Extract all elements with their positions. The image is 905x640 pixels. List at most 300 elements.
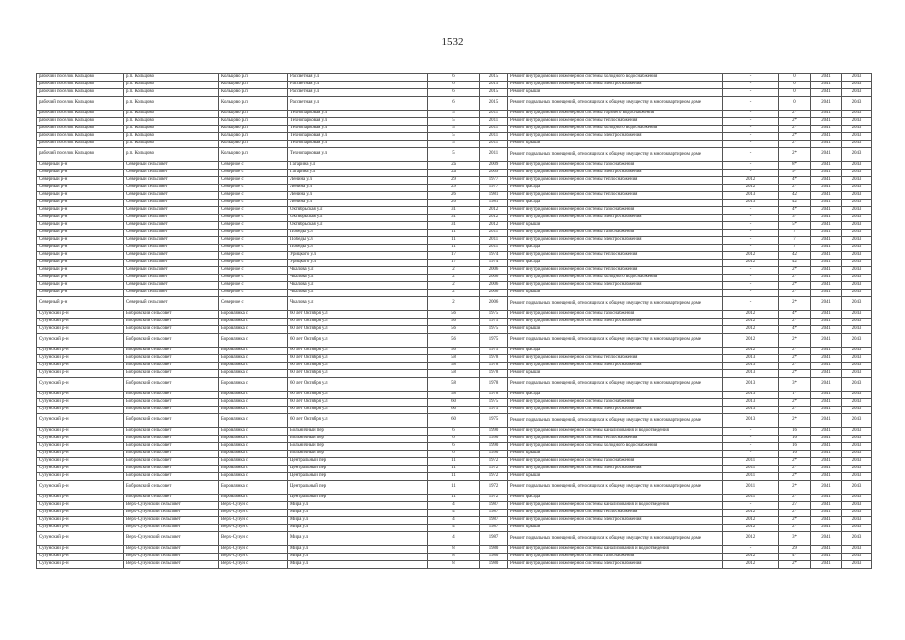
municipality-cell: Сузунский р-н — [37, 553, 124, 561]
table-row — [37, 237, 872, 245]
plan-end-cell: 2043 — [842, 74, 872, 82]
street-cell: Больничный пер — [288, 450, 428, 458]
municipality-cell: Сузунский р-н — [37, 326, 124, 334]
locality-cell: Боровлянка с — [219, 435, 288, 443]
plan-start-cell: 2041 — [811, 244, 842, 252]
plan-end-cell: 2043 — [842, 443, 872, 451]
last-repair-year-cell: 2012 — [723, 333, 779, 347]
municipality-cell: рабочий поселок Кольцово — [37, 125, 124, 133]
plan-end-cell: 2043 — [842, 458, 872, 466]
last-repair-year-cell: 2012 — [723, 177, 779, 185]
work-type-cell: Ремонт фасада — [508, 391, 723, 399]
plan-start-cell: 2041 — [811, 494, 842, 502]
municipality-cell: Сузунский р-н — [37, 333, 124, 347]
house-number-cell: 26 — [428, 199, 480, 207]
locality-cell: Кольцово р.п — [219, 89, 288, 97]
municipality-cell: Сузунский р-н — [37, 517, 124, 525]
plan-end-cell: 2043 — [842, 326, 872, 334]
street-cell: Октябрьская у.л — [288, 214, 428, 222]
work-type-cell: Ремонт внутридомовой инженерной системы электроснабжения — [508, 169, 723, 177]
wear-cell: 2* — [779, 148, 811, 162]
street-cell: Технопарковая у.л — [288, 148, 428, 162]
plan-end-cell: 2043 — [842, 169, 872, 177]
plan-start-cell: 2041 — [811, 96, 842, 110]
work-type-cell: Ремонт фасада — [508, 347, 723, 355]
build-year-cell: 1987 — [480, 532, 508, 546]
last-repair-year-cell: 2012 — [723, 259, 779, 267]
house-number-cell: 5 — [428, 148, 480, 162]
plan-start-cell: 2041 — [811, 222, 842, 230]
table-row — [37, 110, 872, 118]
work-type-cell: Ремонт подвальных помещений, относящихся к общему имуществу в многоквартирном доме — [508, 96, 723, 110]
street-cell: Центральный пер — [288, 480, 428, 494]
last-repair-year-cell: - — [723, 267, 779, 275]
house-number-cell: 56 — [428, 318, 480, 326]
settlement-cell: Бобровский сельсовет — [124, 311, 219, 319]
wear-cell: 3* — [779, 532, 811, 546]
settlement-cell: Северный сельсовет — [124, 169, 219, 177]
table-row — [37, 244, 872, 252]
settlement-cell: Бобровский сельсовет — [124, 473, 219, 481]
street-cell: Больничный пер — [288, 435, 428, 443]
house-number-cell: 6 — [428, 74, 480, 82]
last-repair-year-cell: 2013 — [723, 399, 779, 407]
settlement-cell: Бобровский сельсовет — [124, 450, 219, 458]
last-repair-year-cell: - — [723, 110, 779, 118]
wear-cell: 2* — [779, 110, 811, 118]
last-repair-year-cell: 2012 — [723, 252, 779, 260]
last-repair-year-cell: - — [723, 81, 779, 89]
settlement-cell: Бобровский сельсовет — [124, 414, 219, 428]
settlement-cell: Бобровский сельсовет — [124, 391, 219, 399]
work-type-cell: Ремонт внутридомовой инженерной системы теплоснабжения — [508, 435, 723, 443]
settlement-cell: р.п. Кольцово — [124, 89, 219, 97]
house-number-cell: 2 — [428, 297, 480, 311]
work-type-cell: Ремонт внутридомовой инженерной системы электроснабжения — [508, 561, 723, 569]
plan-end-cell: 2043 — [842, 333, 872, 347]
wear-cell: 2* — [779, 118, 811, 126]
wear-cell: 2* — [779, 494, 811, 502]
street-cell: 60 лет Октября у.л — [288, 414, 428, 428]
plan-end-cell: 2043 — [842, 110, 872, 118]
locality-cell: Боровлянка с — [219, 443, 288, 451]
plan-start-cell: 2041 — [811, 458, 842, 466]
build-year-cell: 2011 — [480, 237, 508, 245]
build-year-cell: 1975 — [480, 326, 508, 334]
wear-cell: 2* — [779, 370, 811, 378]
house-number-cell: 2 — [428, 282, 480, 290]
house-number-cell: 2 — [428, 267, 480, 275]
last-repair-year-cell: 2012 — [723, 509, 779, 517]
work-type-cell: Ремонт подвальных помещений, относящихся к общему имуществу в многоквартирном доме — [508, 333, 723, 347]
house-number-cell: 29 — [428, 184, 480, 192]
wear-cell: 16 — [779, 435, 811, 443]
municipality-cell: Северный р-н — [37, 252, 124, 260]
house-number-cell: 29 — [428, 177, 480, 185]
work-type-cell: Ремонт крыши — [508, 222, 723, 230]
plan-start-cell: 2041 — [811, 428, 842, 436]
municipality-cell: Сузунский р-н — [37, 377, 124, 391]
house-number-cell: 56 — [428, 347, 480, 355]
plan-end-cell: 2043 — [842, 222, 872, 230]
locality-cell: Кольцово р.п — [219, 110, 288, 118]
house-number-cell: 5 — [428, 118, 480, 126]
locality-cell: Северное с — [219, 192, 288, 200]
table-row — [37, 347, 872, 355]
plan-start-cell: 2041 — [811, 237, 842, 245]
plan-start-cell: 2041 — [811, 502, 842, 510]
plan-start-cell: 2041 — [811, 192, 842, 200]
last-repair-year-cell: - — [723, 74, 779, 82]
build-year-cell: 1980 — [480, 546, 508, 554]
settlement-cell: Бобровский сельсовет — [124, 318, 219, 326]
last-repair-year-cell: 2013 — [723, 192, 779, 200]
wear-cell: 42 — [779, 192, 811, 200]
build-year-cell: 2006 — [480, 289, 508, 297]
locality-cell: Северное с — [219, 169, 288, 177]
work-type-cell: Ремонт внутридомовой инженерной системы газоснабжения — [508, 311, 723, 319]
wear-cell: 2* — [779, 480, 811, 494]
work-type-cell: Ремонт подвальных помещений, относящихся к общему имуществу в многоквартирном доме — [508, 148, 723, 162]
plan-start-cell: 2041 — [811, 546, 842, 554]
plan-start-cell: 2041 — [811, 229, 842, 237]
build-year-cell: 1981 — [480, 199, 508, 207]
plan-start-cell: 2041 — [811, 289, 842, 297]
locality-cell: Верх-Сузун с — [219, 502, 288, 510]
house-number-cell: 4 — [428, 509, 480, 517]
table-row — [37, 89, 872, 97]
municipality-cell: Северный р-н — [37, 289, 124, 297]
last-repair-year-cell: 2013 — [723, 362, 779, 370]
last-repair-year-cell: 2011 — [723, 458, 779, 466]
house-number-cell: 58 — [428, 391, 480, 399]
settlement-cell: Верх-Сузунский сельсовет — [124, 532, 219, 546]
wear-cell: 2* — [779, 465, 811, 473]
work-type-cell: Ремонт крыши — [508, 473, 723, 481]
settlement-cell: Бобровский сельсовет — [124, 399, 219, 407]
work-type-cell: Ремонт внутридомовой инженерной системы электроснабжения — [508, 517, 723, 525]
municipality-cell: Северный р-н — [37, 199, 124, 207]
work-type-cell: Ремонт внутридомовой инженерной системы газоснабжения — [508, 458, 723, 466]
locality-cell: Верх-Сузун с — [219, 517, 288, 525]
municipality-cell: рабочий поселок Кольцово — [37, 89, 124, 97]
wear-cell: 2* — [779, 289, 811, 297]
last-repair-year-cell: - — [723, 222, 779, 230]
work-type-cell: Ремонт внутридомовой инженерной системы электроснабжения — [508, 465, 723, 473]
wear-cell: 2* — [779, 184, 811, 192]
settlement-cell: Бобровский сельсовет — [124, 326, 219, 334]
locality-cell: Северное с — [219, 267, 288, 275]
build-year-cell: 2011 — [480, 140, 508, 148]
work-type-cell: Ремонт крыши — [508, 326, 723, 334]
plan-start-cell: 2041 — [811, 110, 842, 118]
street-cell: Урицкого у.л — [288, 259, 428, 267]
plan-end-cell: 2043 — [842, 502, 872, 510]
wear-cell: 2* — [779, 318, 811, 326]
municipality-cell: Сузунский р-н — [37, 428, 124, 436]
house-number-cell: 4 — [428, 532, 480, 546]
street-cell: Победы у.л — [288, 244, 428, 252]
wear-cell: 4* — [779, 311, 811, 319]
build-year-cell: 2009 — [480, 169, 508, 177]
work-type-cell: Ремонт фасада — [508, 199, 723, 207]
work-type-cell: Ремонт внутридомовой инженерной системы теплоснабжения — [508, 118, 723, 126]
street-cell: Центральный пер — [288, 473, 428, 481]
municipality-cell: рабочий поселок Кольцово — [37, 96, 124, 110]
table-row — [37, 532, 872, 546]
house-number-cell: 6 — [428, 96, 480, 110]
last-repair-year-cell: - — [723, 133, 779, 141]
build-year-cell: 1975 — [480, 399, 508, 407]
wear-cell: 2* — [779, 524, 811, 532]
work-type-cell: Ремонт внутридомовой инженерной системы газоснабжения — [508, 162, 723, 170]
build-year-cell: 1978 — [480, 391, 508, 399]
settlement-cell: Северный сельсовет — [124, 252, 219, 260]
house-number-cell: 8 — [428, 546, 480, 554]
work-type-cell: Ремонт внутридомовой инженерной системы холодного водоснабжения — [508, 443, 723, 451]
wear-cell: 8* — [779, 162, 811, 170]
street-cell: 60 лет Октября у.л — [288, 326, 428, 334]
locality-cell: Кольцово р.п — [219, 133, 288, 141]
locality-cell: Северное с — [219, 289, 288, 297]
table-row — [37, 553, 872, 561]
last-repair-year-cell: 2012 — [723, 318, 779, 326]
municipality-cell: Сузунский р-н — [37, 370, 124, 378]
plan-end-cell: 2043 — [842, 267, 872, 275]
plan-end-cell: 2043 — [842, 229, 872, 237]
locality-cell: Боровлянка с — [219, 391, 288, 399]
build-year-cell: 2011 — [480, 133, 508, 141]
table-row — [37, 391, 872, 399]
wear-cell: 2* — [779, 561, 811, 569]
plan-end-cell: 2043 — [842, 561, 872, 569]
municipality-cell: Северный р-н — [37, 297, 124, 311]
street-cell: Рассветная у.л — [288, 96, 428, 110]
street-cell: Гагарина у.л — [288, 162, 428, 170]
table-row — [37, 214, 872, 222]
work-type-cell: Ремонт подвальных помещений, относящихся к общему имуществу в многоквартирном доме — [508, 480, 723, 494]
wear-cell: 42 — [779, 259, 811, 267]
plan-start-cell: 2041 — [811, 81, 842, 89]
wear-cell: 42 — [779, 199, 811, 207]
table-row — [37, 74, 872, 82]
locality-cell: Кольцово р.п — [219, 125, 288, 133]
settlement-cell: Бобровский сельсовет — [124, 362, 219, 370]
house-number-cell: 6 — [428, 89, 480, 97]
house-number-cell: 56 — [428, 326, 480, 334]
plan-start-cell: 2041 — [811, 274, 842, 282]
work-type-cell: Ремонт внутридомовой инженерной системы электроснабжения — [508, 81, 723, 89]
street-cell: Рассветная у.л — [288, 74, 428, 82]
settlement-cell: Северный сельсовет — [124, 199, 219, 207]
plan-start-cell: 2041 — [811, 140, 842, 148]
table-row — [37, 450, 872, 458]
plan-start-cell: 2041 — [811, 318, 842, 326]
plan-start-cell: 2041 — [811, 465, 842, 473]
plan-end-cell: 2043 — [842, 140, 872, 148]
wear-cell: 7 — [779, 244, 811, 252]
municipality-cell: Сузунский р-н — [37, 399, 124, 407]
locality-cell: Верх-Сузун с — [219, 561, 288, 569]
wear-cell: 4* — [779, 553, 811, 561]
plan-end-cell: 2043 — [842, 133, 872, 141]
last-repair-year-cell: - — [723, 162, 779, 170]
street-cell: 60 лет Октября у.л — [288, 311, 428, 319]
wear-cell: 3* — [779, 377, 811, 391]
page-number: 1532 — [441, 36, 464, 48]
build-year-cell: 1978 — [480, 355, 508, 363]
municipality-cell: Сузунский р-н — [37, 450, 124, 458]
plan-start-cell: 2041 — [811, 311, 842, 319]
plan-start-cell: 2041 — [811, 89, 842, 97]
locality-cell: Боровлянка с — [219, 399, 288, 407]
table-row — [37, 311, 872, 319]
house-number-cell: 6 — [428, 450, 480, 458]
plan-start-cell: 2041 — [811, 391, 842, 399]
municipality-cell: Северный р-н — [37, 177, 124, 185]
table-row — [37, 289, 872, 297]
last-repair-year-cell: 2012 — [723, 532, 779, 546]
street-cell: 60 лет Октября у.л — [288, 318, 428, 326]
plan-end-cell: 2043 — [842, 370, 872, 378]
plan-start-cell: 2041 — [811, 362, 842, 370]
house-number-cell: 4 — [428, 524, 480, 532]
settlement-cell: Бобровский сельсовет — [124, 458, 219, 466]
last-repair-year-cell: - — [723, 118, 779, 126]
table-row — [37, 184, 872, 192]
build-year-cell: 2015 — [480, 89, 508, 97]
work-type-cell: Ремонт подвальных помещений, относящихся к общему имуществу в многоквартирном доме — [508, 532, 723, 546]
settlement-cell: Верх-Сузунский сельсовет — [124, 561, 219, 569]
table-row — [37, 362, 872, 370]
plan-end-cell: 2043 — [842, 428, 872, 436]
settlement-cell: Северный сельсовет — [124, 267, 219, 275]
house-number-cell: 5 — [428, 133, 480, 141]
table-row — [37, 148, 872, 162]
work-type-cell: Ремонт внутридомовой инженерной системы канализования и водоотведения — [508, 428, 723, 436]
plan-end-cell: 2043 — [842, 162, 872, 170]
municipality-cell: Северный р-н — [37, 274, 124, 282]
house-number-cell: 31 — [428, 214, 480, 222]
plan-start-cell: 2041 — [811, 169, 842, 177]
plan-end-cell: 2043 — [842, 118, 872, 126]
work-type-cell: Ремонт внутридомовой инженерной системы газоснабжения — [508, 553, 723, 561]
wear-cell: 5* — [779, 222, 811, 230]
plan-start-cell: 2041 — [811, 259, 842, 267]
plan-end-cell: 2043 — [842, 192, 872, 200]
work-type-cell: Ремонт внутридомовой инженерной системы электроснабжения — [508, 237, 723, 245]
work-type-cell: Ремонт фасада — [508, 259, 723, 267]
last-repair-year-cell: - — [723, 214, 779, 222]
table-row — [37, 355, 872, 363]
house-number-cell: 11 — [428, 465, 480, 473]
table-row — [37, 333, 872, 347]
wear-cell: 4* — [779, 207, 811, 215]
municipality-cell: Сузунский р-н — [37, 473, 124, 481]
table-row — [37, 274, 872, 282]
locality-cell: Боровлянка с — [219, 465, 288, 473]
last-repair-year-cell: 2012 — [723, 184, 779, 192]
wear-cell: 2* — [779, 509, 811, 517]
locality-cell: Боровлянка с — [219, 355, 288, 363]
municipality-cell: Сузунский р-н — [37, 502, 124, 510]
last-repair-year-cell: 2013 — [723, 370, 779, 378]
plan-start-cell: 2041 — [811, 443, 842, 451]
plan-start-cell: 2041 — [811, 252, 842, 260]
house-number-cell: 5 — [428, 140, 480, 148]
house-number-cell: 58 — [428, 377, 480, 391]
plan-end-cell: 2043 — [842, 355, 872, 363]
house-number-cell: 11 — [428, 229, 480, 237]
last-repair-year-cell: - — [723, 125, 779, 133]
plan-end-cell: 2043 — [842, 207, 872, 215]
table-row — [37, 443, 872, 451]
street-cell: Мира у.л — [288, 524, 428, 532]
locality-cell: Боровлянка с — [219, 450, 288, 458]
last-repair-year-cell: 2013 — [723, 391, 779, 399]
street-cell: Технопарковая у.л — [288, 110, 428, 118]
table-row — [37, 480, 872, 494]
plan-start-cell: 2041 — [811, 406, 842, 414]
street-cell: Рассветная у.л — [288, 89, 428, 97]
table-row — [37, 406, 872, 414]
build-year-cell: 1987 — [480, 509, 508, 517]
street-cell: Ленина у.л — [288, 199, 428, 207]
last-repair-year-cell: - — [723, 169, 779, 177]
street-cell: Мира у.л — [288, 517, 428, 525]
build-year-cell: 1990 — [480, 435, 508, 443]
settlement-cell: Бобровский сельсовет — [124, 333, 219, 347]
plan-end-cell: 2043 — [842, 318, 872, 326]
plan-start-cell: 2041 — [811, 377, 842, 391]
build-year-cell: 2011 — [480, 229, 508, 237]
build-year-cell: 2009 — [480, 162, 508, 170]
last-repair-year-cell: 2013 — [723, 414, 779, 428]
plan-start-cell: 2041 — [811, 297, 842, 311]
plan-start-cell: 2041 — [811, 532, 842, 546]
table-row — [37, 473, 872, 481]
locality-cell: Северное с — [219, 297, 288, 311]
build-year-cell: 1975 — [480, 311, 508, 319]
municipality-cell: Сузунский р-н — [37, 414, 124, 428]
build-year-cell: 1975 — [480, 347, 508, 355]
street-cell: Чкалова у.л — [288, 282, 428, 290]
plan-start-cell: 2041 — [811, 184, 842, 192]
house-number-cell: 11 — [428, 458, 480, 466]
municipality-cell: Сузунский р-н — [37, 406, 124, 414]
wear-cell: 42 — [779, 252, 811, 260]
table-row — [37, 428, 872, 436]
table-row — [37, 177, 872, 185]
work-type-cell: Ремонт внутридомовой инженерной системы электроснабжения — [508, 214, 723, 222]
street-cell: Мира у.л — [288, 509, 428, 517]
wear-cell: 2* — [779, 267, 811, 275]
locality-cell: Кольцово р.п — [219, 118, 288, 126]
municipality-cell: Северный р-н — [37, 162, 124, 170]
locality-cell: Северное с — [219, 237, 288, 245]
locality-cell: Боровлянка с — [219, 318, 288, 326]
plan-start-cell: 2041 — [811, 450, 842, 458]
house-number-cell: 4 — [428, 517, 480, 525]
wear-cell: 2* — [779, 406, 811, 414]
municipality-cell: Северный р-н — [37, 169, 124, 177]
municipality-cell: Сузунский р-н — [37, 435, 124, 443]
settlement-cell: Бобровский сельсовет — [124, 435, 219, 443]
house-number-cell: 8 — [428, 553, 480, 561]
house-number-cell: 4 — [428, 502, 480, 510]
settlement-cell: р.п. Кольцово — [124, 140, 219, 148]
plan-end-cell: 2043 — [842, 244, 872, 252]
